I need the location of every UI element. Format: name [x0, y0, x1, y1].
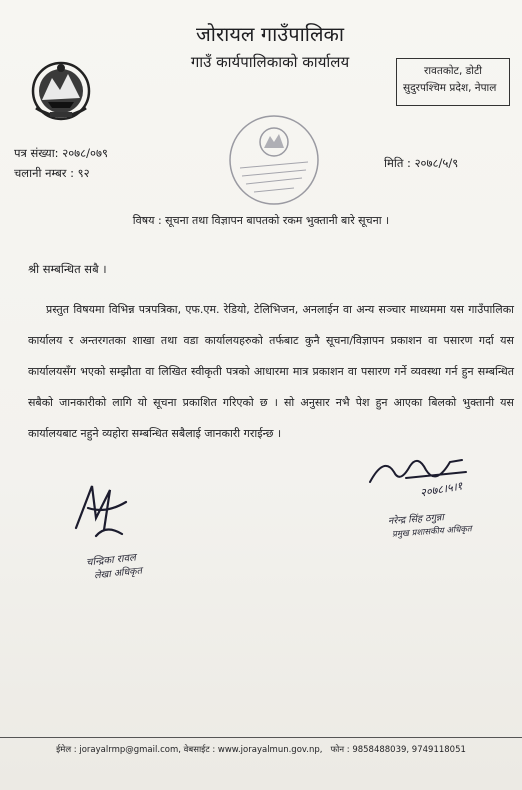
phone-label: फोन :	[330, 745, 350, 755]
left-signature-icon	[66, 478, 136, 548]
website-label: वेबसाईट :	[183, 745, 216, 755]
right-signatory-title: प्रमुख प्रशासकीय अधिकृत	[391, 524, 473, 540]
address-line-2: सुदुरपश्चिम प्रदेश, नेपाल	[403, 82, 497, 94]
footer-contact: ईमेल : jorayalrmp@gmail.com, वेबसाईट : www.jorayalmun.gov.np, फोन : 9858488039, 9749118051	[56, 745, 466, 755]
email-label: ईमेल :	[56, 745, 77, 755]
signature-date: २०७८।५।१	[419, 479, 464, 500]
left-signatory-name: चन्द्रिका रावल	[85, 552, 137, 569]
date: मिति : २०७८/५/९	[384, 156, 459, 170]
office-subtitle: गाउँ कार्यपालिकाको कार्यालय	[190, 53, 350, 71]
subject-line: विषय : सूचना तथा विज्ञापन बापतको रकम भुक्तानी बारे सूचना ।	[132, 214, 390, 227]
left-signatory-title: लेखा अधिकृत	[93, 565, 143, 582]
address-line-1: रावतकोट, डोटी	[424, 65, 482, 77]
reference-number: पत्र संख्या: २०७८/०७९	[14, 146, 108, 160]
letter-body: प्रस्तुत विषयमा विभिन्न पत्रपत्रिका, एफ.एम. रेडियो, टेलिभिजन, अनलाईन वा अन्य सञ्चार माध्यममा यस गाउँपालिका कार्यालय र अन्तरगतका शाखा तथा वडा कार्यालयहरुको तर्फबाट कुनै सूचना/विज्ञापन प्रकाशन वा पसारण गर्दा यस कार्यालयसँग भएको सम्झौता वा लिखित स्वीकृती पत्रको आधारमा मात्र प्रकाशन वा पसारण गर्ने व्यवस्था गर्न हुन सम्बन्धित सबैको जानकारीको लागि यो सूचना प्रकाशित गरिएको छ । सो अनुसार नभै पेश हुन आएका बिलको भुक्तानी यस कार्यालयबाट नहुने व्यहोरा सम्बन्धित सबैलाई जानकारी गराईन्छ ।	[28, 303, 514, 440]
dispatch-number: चलानी नम्बर : ९२	[14, 166, 90, 180]
address-box	[396, 58, 510, 106]
nepal-emblem-icon	[30, 58, 92, 124]
email-link[interactable]: jorayalrmp@gmail.com	[79, 745, 179, 755]
phone-numbers: 9858488039, 9749118051	[352, 745, 466, 755]
website-link[interactable]: www.jorayalmun.gov.np,	[217, 745, 323, 755]
office-seal-stamp-icon	[226, 112, 322, 208]
office-name: जोरायल गाउँपालिका	[195, 22, 345, 46]
right-signatory-name: नरेन्द्र सिंह ठगुन्ना	[387, 512, 445, 527]
salutation: श्री सम्बन्धित सबै ।	[28, 262, 107, 276]
footer-divider	[0, 737, 522, 738]
